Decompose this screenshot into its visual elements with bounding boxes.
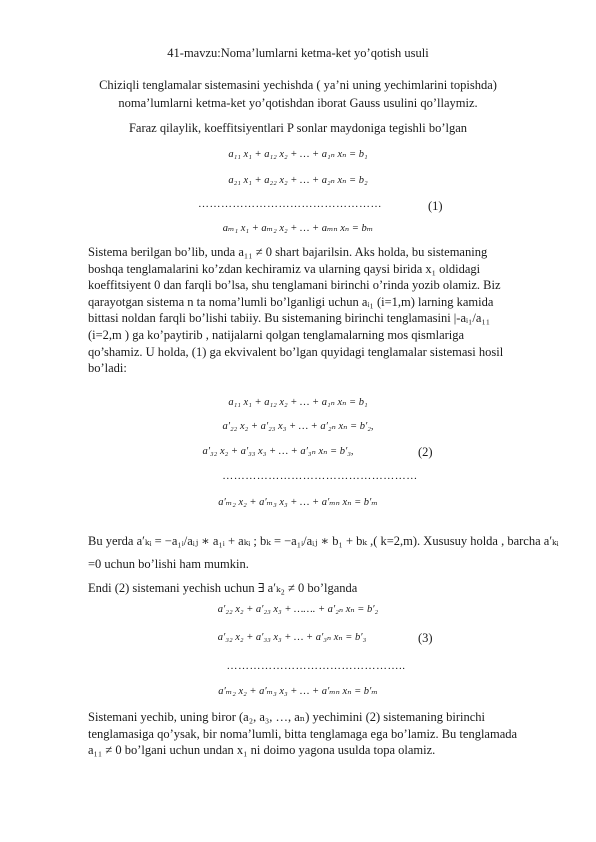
system1-eq1: a₁₁ x₁ + a₁₂ x₂ + … + a₁ₙ xₙ = b₁ — [228, 149, 368, 160]
system1-eq3: aₘ₁ x₁ + aₘ₂ x₂ + … + aₘₙ xₙ = bₘ — [222, 223, 374, 234]
page-title: 41-mavzu:Noma’lumlarni ketma-ket yo’qotish usuli — [167, 46, 429, 60]
system1-eq2: a₂₁ x₁ + a₂₂ x₂ + … + a₂ₙ xₙ = b₂ — [228, 175, 368, 186]
paragraph-1: Sistema berilgan bo’lib, unda a₁₁ ≠ 0 shart bajarilsin. Aks holda, bu sistemaning boshqa tenglamalarini ko’zdan kechiramiz va ularning qaysi birida x₁ oldidagi koeffitsiyent 0 dan farqli bo’lsa, shu tenglamani birinchi o’rinda yozib olamiz. Biz qarayotgan sistema n ta noma’lumli bo’lganligi uchun aᵢ₁ (i=1,m) larning kamida bittasi noldan farqli bo’lishi tabiiy. Bu sistemaning birinchi tenglamasini |-aᵢ₁/a₁₁ (i=2,m ) ga ko’paytirib , natijalarni qolgan tenglamalarning mos qismlariga qo’shamiz. U holda, (1) ga ekvivalent bo’lgan quyidagi tenglamalar sistemasi hosil bo’ladi: — [88, 245, 504, 376]
intro-line-1: Chiziqli tenglamalar sistemasini yechishda ( ya’ni uning yechimlarini topishda) — [99, 78, 497, 92]
intro-line-3: Faraz qilaylik, koeffitsiyentlari P sonlar maydoniga tegishli bo’lgan — [128, 121, 468, 135]
system2-eq1: a₁₁ x₁ + a₁₂ x₂ + … + a₁ₙ xₙ = b₁ — [228, 397, 368, 408]
system2-number: (2) — [418, 445, 433, 459]
system2-eq3: a′₃₂ x₂ + a′₃₃ x₃ + … + a′₃ₙ xₙ = b′₃, — [202, 446, 354, 457]
system2-eq2: a′₂₂ x₂ + a′₂₃ x₃ + … + a′₂ₙ xₙ = b′₂, — [222, 421, 374, 432]
system2-dots: …………………………………………… — [222, 470, 418, 482]
system3-number: (3) — [418, 631, 433, 645]
system3-dots: ……………………………………….. — [226, 660, 406, 672]
paragraph-3: Sistemani yechib, uning biror (a₂, a₃, …, aₙ) yechimini (2) sistemaning birinchi tenglamasiga qo’ysak, bir noma’lumli, bitta tenglamaga ega bo’lamiz. Bu tenglamada a₁₁ ≠ 0 bo’lgani uchun undan x₁ ni doimo yagona usulda topa olamiz. — [88, 710, 518, 758]
paragraph-2-line-3: Endi (2) sistemani yechish uchun ∃ a′ₖ₂ ≠ 0 bo’lganda — [88, 581, 358, 595]
system1-dots: ………………………………………… — [198, 198, 382, 210]
paragraph-2-line-1: Bu yerda a′ₖᵢ = −a₁ᵢ/aᵢⱼ ∗ a₁ᵢ + aₖᵢ ; bₖ = −a₁ᵢ/aᵢⱼ ∗ b₁ + bₖ ,( k=2,m). Xususuy holda , barcha a′ₖᵢ — [88, 534, 559, 548]
system3-eq3: a′ₘ₂ x₂ + a′ₘ₃ x₃ + … + a′ₘₙ xₙ = b′ₘ — [218, 686, 378, 697]
paragraph-2-line-2: =0 uchun bo’lishi ham mumkin. — [88, 557, 249, 571]
system2-eq4: a′ₘ₂ x₂ + a′ₘ₃ x₃ + … + a′ₘₙ xₙ = b′ₘ — [218, 497, 378, 508]
system1-number: (1) — [428, 199, 443, 213]
system3-eq2: a′₃₂ x₂ + a′₃₃ x₃ + … + a′₃ₙ xₙ = b′₃ — [217, 632, 367, 643]
intro-line-2: noma’lumlarni ketma-ket yo’qotishdan iborat Gauss usulini qo’llaymiz. — [118, 96, 478, 110]
system3-eq1: a′₂₂ x₂ + a′₂₃ x₃ + ……. + a′₂ₙ xₙ = b′₂ — [217, 604, 379, 615]
